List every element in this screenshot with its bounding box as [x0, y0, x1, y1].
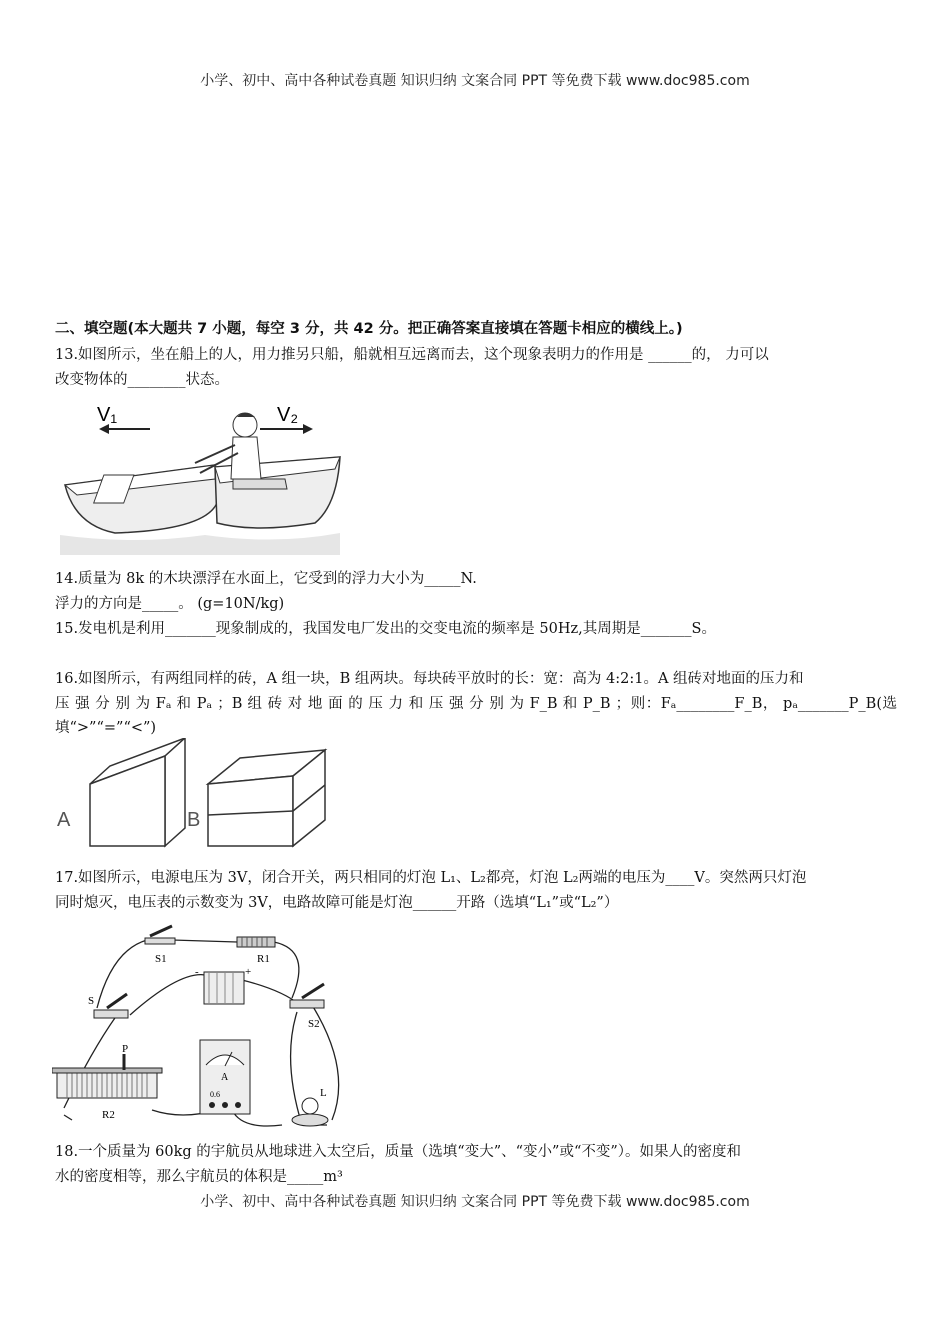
v1-label: V₁: [97, 404, 118, 426]
battery-plus: +: [245, 966, 252, 978]
p-label: P: [122, 1043, 129, 1055]
q18-line2: 水的密度相等，那么宇航员的体积是_____m³: [55, 1169, 343, 1185]
s-label: S: [88, 995, 95, 1007]
q14-line1: 14.质量为 8k 的木块漂浮在水面上，它受到的浮力大小为_____N.: [55, 571, 477, 587]
v2-arrowhead: [303, 424, 313, 434]
ammeter-scale: 0.6: [210, 1090, 220, 1099]
person-body: [231, 437, 261, 479]
q17-line2: 同时熄灭，电压表的示数变为 3V，电路故障可能是灯泡______开路（选填“L₁”或“L₂”）: [55, 895, 619, 911]
q16-line1: 16.如图所示，有两组同样的砖，A 组一块，B 组两块。每块砖平放时的长：宽：高为 4:2:1。A 组砖对地面的压力和: [55, 671, 804, 687]
rheostat-r2: [52, 1043, 162, 1121]
s1-label: S1: [155, 953, 167, 965]
v2-label: V₂: [277, 404, 299, 426]
bricks-figure: [55, 738, 335, 850]
q13-line2: 改变物体的________状态。: [55, 372, 229, 388]
switch-s1: [145, 926, 175, 965]
s2-label: S2: [308, 1018, 320, 1030]
brick-b-label: B: [187, 809, 201, 831]
brick-a-side: [165, 738, 185, 846]
resistor-r1: [237, 937, 275, 965]
brick-a-label: A: [57, 809, 71, 831]
q15-line1: 15.发电机是利用_______现象制成的，我国发电厂发出的交变电流的频率是 50Hz,其周期是_______S。: [55, 621, 716, 637]
circuit-figure: [52, 920, 352, 1145]
page-header: 小学、初中、高中各种试卷真题 知识归纳 文案合同 PPT 等免费下载 www.doc985.com: [200, 73, 750, 89]
battery-minus: -: [195, 966, 199, 978]
q14-line2: 浮力的方向是_____。 (g=10N/kg): [55, 596, 285, 612]
ammeter-label: A: [221, 1072, 229, 1083]
person-arm: [195, 445, 235, 463]
q16-line2: 压 强 分 别 为 Fₐ 和 Pₐ ；B 组 砖 对 地 面 的 压 力 和 压 强 分 别 为 F_B 和 P_B ；则：Fₐ________F_B， pₐ_______P_B(选: [55, 696, 897, 712]
water: [60, 533, 340, 555]
q17-line1: 17.如图所示，电源电压为 3V，闭合开关，两只相同的灯泡 L₁、L₂都亮，灯泡 L₂两端的电压为____V。突然两只灯泡: [55, 870, 807, 886]
boats-figure: [55, 395, 345, 560]
q13-line1: 13.如图所示，坐在船上的人，用力推另只船，船就相互远离而去，这个现象表明力的作用是 ______的， 力可以: [55, 347, 769, 363]
brick-a-front: [90, 756, 165, 846]
page-footer: 小学、初中、高中各种试卷真题 知识归纳 文案合同 PPT 等免费下载 www.doc985.com: [200, 1194, 750, 1210]
q16-line3: 填“>”“=”“<”): [55, 720, 157, 736]
ammeter: [200, 1040, 250, 1114]
r2-label: R2: [102, 1109, 115, 1121]
section-title: 二、填空题(本大题共 7 小题，每空 3 分，共 42 分。把正确答案直接填在答题卡相应的横线上。): [55, 321, 683, 337]
switch-s: [88, 994, 128, 1018]
person-legs: [233, 479, 287, 489]
l-label: L: [320, 1087, 327, 1099]
r1-label: R1: [257, 953, 270, 965]
q18-line1: 18.一个质量为 60kg 的宇航员从地球进入太空后，质量（选填“变大”、“变小”或“不变”）。如果人的密度和: [55, 1144, 742, 1160]
battery: [195, 966, 251, 1004]
